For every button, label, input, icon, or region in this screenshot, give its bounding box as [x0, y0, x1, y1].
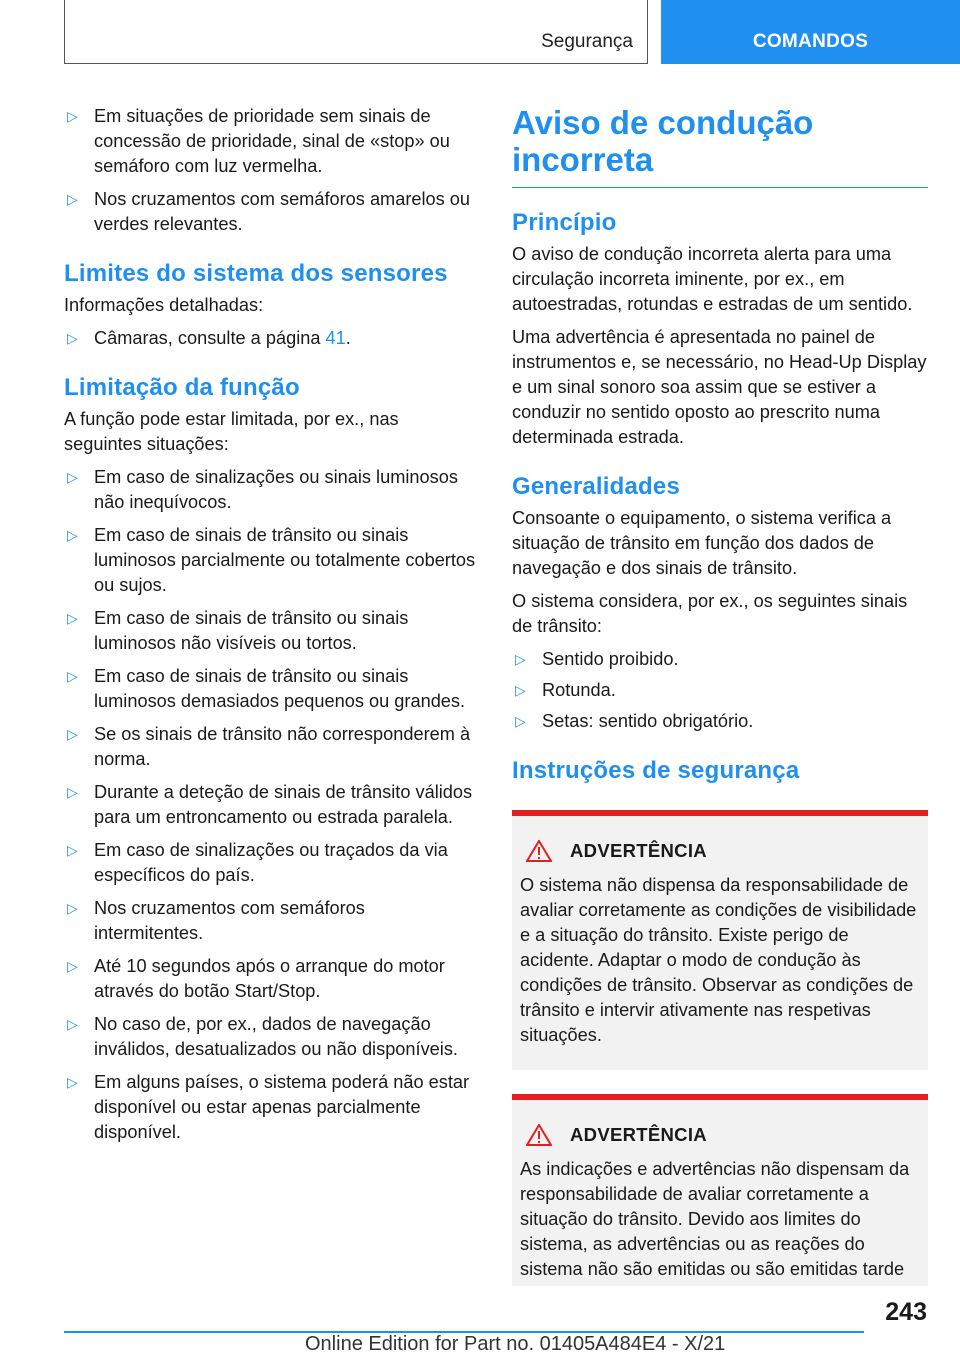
list-item	[512, 647, 928, 672]
list-item-text: Setas: sentido obrigatório.	[542, 711, 754, 731]
list-item	[64, 187, 478, 237]
list-item	[512, 678, 928, 703]
sensor-limits-heading: Limites do sistema dos sensores	[64, 260, 448, 287]
function-limit-intro: A função pode estar limitada, por ex., nas seguintes situações:	[64, 409, 399, 454]
safety-heading: Instruções de segurança	[512, 757, 800, 784]
list-item	[64, 1012, 478, 1062]
list-item-suffix: .	[345, 328, 351, 348]
general-heading: Generalidades	[512, 473, 681, 500]
warning-triangle-icon	[526, 1124, 552, 1146]
list-item-text: Se os sinais de trânsito não corresponderem à norma.	[94, 724, 471, 769]
list-item	[64, 326, 478, 351]
list-item-text: Em caso de sinalizações ou sinais luminosos não inequívocos.	[94, 467, 458, 512]
list-item	[64, 104, 478, 179]
warning-triangle-icon	[526, 840, 552, 862]
left-column	[64, 104, 478, 1153]
page-reference-link[interactable]: 41	[325, 328, 346, 348]
warning-box	[512, 1094, 928, 1286]
principle-paragraph: O aviso de condução incorreta alerta para uma circulação incorreta iminente, por ex., em autoestradas, rotundas e estradas de um sentido.	[512, 244, 913, 314]
list-item	[64, 465, 478, 515]
list-item-text: Em caso de sinais de trânsito ou sinais luminosos demasiados pequenos ou grandes.	[94, 666, 466, 711]
triangle-bullet-icon: ▷	[67, 527, 78, 543]
list-item	[64, 954, 478, 1004]
list-item	[64, 838, 478, 888]
warning-header	[520, 1122, 920, 1147]
header-section-title: Segurança	[541, 31, 633, 52]
principle-paragraph: Uma advertência é apresentada no painel de instrumentos e, se necessário, no Head-Up Display e um sinal sonoro soa assim que se estiver a conduzir no sentido oposto ao prescrito numa determinada estrada.	[512, 327, 927, 447]
triangle-bullet-icon: ▷	[515, 682, 526, 698]
list-item-text: Até 10 segundos após o arranque do motor através do botão Start/Stop.	[94, 956, 445, 1001]
triangle-bullet-icon: ▷	[67, 610, 78, 626]
triangle-bullet-icon: ▷	[67, 108, 78, 124]
list-item-text: Durante a deteção de sinais de trânsito válidos para um entroncamento ou estrada paralela.	[94, 782, 473, 827]
list-item	[64, 606, 478, 656]
list-item-text: No caso de, por ex., dados de navegação inválidos, desatualizados ou não disponíveis.	[94, 1014, 458, 1059]
general-paragraph: O sistema considera, por ex., os seguintes sinais de trânsito:	[512, 591, 908, 636]
list-item	[64, 664, 478, 714]
list-item-text: Nos cruzamentos com semáforos intermitentes.	[94, 898, 365, 943]
principle-heading: Princípio	[512, 209, 617, 236]
triangle-bullet-icon: ▷	[67, 842, 78, 858]
right-column	[512, 104, 928, 1286]
list-item	[64, 780, 478, 830]
list-item-text: Em caso de sinais de trânsito ou sinais luminosos parcialmente ou totalmente cobertos ou sujos.	[94, 525, 476, 595]
list-item	[64, 1070, 478, 1145]
warning-text: As indicações e advertências não dispensam da responsabilidade de avaliar corretamente a situação do trânsito. Devido aos limites do sistema, as advertências ou as reações do sistema não são emitidas ou são emitidas tarde	[520, 1159, 910, 1279]
triangle-bullet-icon: ▷	[67, 726, 78, 742]
triangle-bullet-icon: ▷	[515, 713, 526, 729]
list-item	[64, 896, 478, 946]
list-item-text: Rotunda.	[542, 680, 616, 700]
triangle-bullet-icon: ▷	[67, 330, 78, 346]
triangle-bullet-icon: ▷	[67, 668, 78, 684]
page-title: Aviso de condução incorreta	[512, 104, 928, 188]
function-limit-heading: Limitação da função	[64, 374, 300, 401]
list-item	[512, 709, 928, 734]
triangle-bullet-icon: ▷	[67, 784, 78, 800]
general-paragraph: Consoante o equipamento, o sistema verifica a situação de trânsito em função dos dados de navegação e dos sinais de trânsito.	[512, 508, 892, 578]
header-section-box	[64, 0, 648, 64]
warning-box	[512, 810, 928, 1070]
list-item-text: Nos cruzamentos com semáforos amarelos ou verdes relevantes.	[94, 189, 471, 234]
triangle-bullet-icon: ▷	[67, 1074, 78, 1090]
list-item-text: Câmaras, consulte a página	[94, 328, 326, 348]
triangle-bullet-icon: ▷	[67, 958, 78, 974]
list-item-text: Em situações de prioridade sem sinais de concessão de prioridade, sinal de «stop» ou semáforo com luz vermelha.	[94, 106, 450, 176]
triangle-bullet-icon: ▷	[67, 1016, 78, 1032]
warning-title: ADVERTÊNCIA	[570, 840, 707, 861]
page-number: 243	[885, 1298, 927, 1326]
list-item-text: Sentido proibido.	[542, 649, 679, 669]
warning-text: O sistema não dispensa da responsabilidade de avaliar corretamente as condições de visibilidade e a situação do trânsito. Existe perigo de acidente. Adaptar o modo de condução às condições de trânsito. Observar as condições de trânsito e intervir ativamente nas respetivas situações.	[520, 875, 917, 1045]
warning-header	[520, 838, 920, 863]
list-item-text: Em caso de sinais de trânsito ou sinais luminosos não visíveis ou tortos.	[94, 608, 409, 653]
triangle-bullet-icon: ▷	[67, 900, 78, 916]
list-item-text: Em caso de sinalizações ou traçados da via específicos do país.	[94, 840, 448, 885]
sensor-limits-intro: Informações detalhadas:	[64, 295, 264, 315]
chapter-tab[interactable]: COMANDOS	[661, 0, 960, 64]
list-item	[64, 722, 478, 772]
triangle-bullet-icon: ▷	[67, 191, 78, 207]
footer-edition: Online Edition for Part no. 01405A484E4 - X/21	[305, 1333, 726, 1355]
warning-title: ADVERTÊNCIA	[570, 1124, 707, 1145]
triangle-bullet-icon: ▷	[515, 651, 526, 667]
list-item-text: Em alguns países, o sistema poderá não estar disponível ou estar apenas parcialmente disponível.	[94, 1072, 470, 1142]
list-item	[64, 523, 478, 598]
triangle-bullet-icon: ▷	[67, 469, 78, 485]
